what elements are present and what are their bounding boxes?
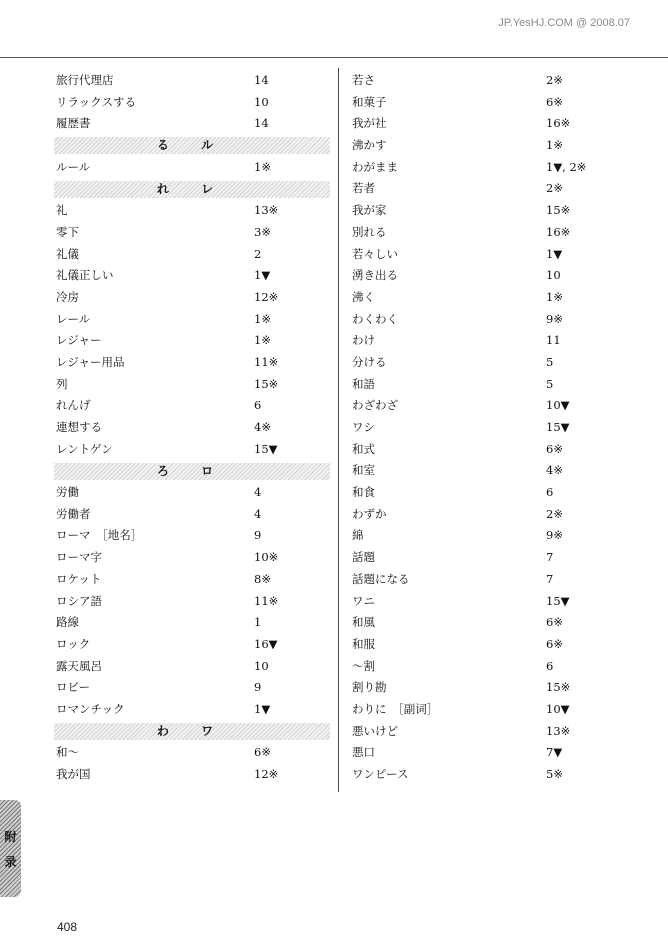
index-entry	[350, 612, 626, 634]
entry-term: 労働者	[56, 506, 91, 521]
index-entry	[350, 222, 626, 244]
entry-lesson-ref: 2※	[546, 506, 563, 521]
kana-section-header: れ レ	[54, 181, 330, 198]
entry-term: 履歴書	[56, 116, 91, 131]
entry-lesson-ref: 1※	[254, 333, 271, 348]
kana-section-header: る ル	[54, 137, 330, 154]
entry-term: わりに ［副词］	[352, 701, 439, 716]
entry-lesson-ref: 6	[546, 658, 554, 673]
index-entry	[350, 395, 626, 417]
entry-lesson-ref: 15▼	[546, 593, 570, 608]
index-entry	[350, 113, 626, 135]
entry-term: 露天風呂	[56, 658, 102, 673]
entry-term: ローマ ［地名］	[56, 528, 143, 543]
entry-term: 和式	[352, 441, 375, 456]
index-entry	[54, 634, 330, 656]
index-entry	[54, 352, 330, 374]
entry-term: 礼儀正しい	[56, 268, 114, 283]
entry-term: れんげ	[56, 398, 91, 413]
entry-term: 割り勘	[352, 680, 387, 695]
entry-lesson-ref: 16※	[546, 224, 571, 239]
index-entry	[54, 222, 330, 244]
entry-term: 〜割	[352, 658, 375, 673]
column-divider	[338, 68, 339, 792]
entry-lesson-ref: 15▼	[254, 441, 278, 456]
index-entry	[350, 547, 626, 569]
side-tab-char: 附	[4, 829, 17, 844]
index-entry	[54, 591, 330, 613]
entry-lesson-ref: 10▼	[546, 701, 570, 716]
entry-term: 和服	[352, 636, 375, 651]
entry-lesson-ref: 12※	[254, 767, 279, 781]
entry-term: 沸く	[352, 289, 375, 304]
entry-lesson-ref: 1※	[546, 289, 563, 304]
entry-term: 冷房	[56, 289, 79, 304]
entry-lesson-ref: 6※	[254, 745, 271, 760]
index-entry	[54, 70, 330, 92]
entry-lesson-ref: 10※	[254, 550, 279, 565]
index-entry	[350, 70, 626, 92]
entry-lesson-ref: 6※	[546, 636, 563, 651]
index-entry	[350, 374, 626, 396]
entry-lesson-ref: 9	[254, 528, 262, 543]
entry-term: ワンピース	[352, 767, 409, 781]
entry-term: 路線	[56, 615, 79, 630]
appendix-side-tab	[0, 800, 21, 897]
entry-term: 話題	[352, 550, 375, 565]
entry-lesson-ref: 13※	[254, 203, 279, 218]
index-entry	[350, 591, 626, 613]
page-number: 408	[57, 920, 78, 934]
entry-lesson-ref: 5	[546, 354, 554, 369]
entry-term: 和室	[352, 463, 375, 478]
index-entry	[54, 157, 330, 179]
index-entry	[350, 460, 626, 482]
kana-section-header: ろ ロ	[54, 463, 330, 480]
entry-lesson-ref: 6※	[546, 441, 563, 456]
index-entry	[350, 265, 626, 287]
index-entry	[350, 352, 626, 374]
entry-term: 悪口	[352, 745, 375, 760]
entry-lesson-ref: 4※	[546, 463, 563, 478]
index-entry	[54, 742, 330, 764]
watermark: JP.YesHJ.COM @ 2008.07	[498, 17, 630, 29]
entry-term: 沸かす	[352, 138, 387, 153]
index-entry	[350, 677, 626, 699]
index-entry	[350, 742, 626, 764]
index-entry	[54, 330, 330, 352]
entry-term: 和菓子	[352, 94, 387, 109]
entry-term: 和食	[352, 485, 375, 500]
entry-term: わくわく	[352, 311, 398, 326]
index-entry	[350, 439, 626, 461]
entry-lesson-ref: 1※	[254, 159, 271, 174]
entry-lesson-ref: 16※	[546, 116, 571, 131]
index-entry	[54, 699, 330, 721]
kana-section-header: わ ワ	[54, 723, 330, 740]
index-entry	[54, 113, 330, 135]
entry-lesson-ref: 7	[546, 571, 554, 586]
entry-term: 別れる	[352, 224, 387, 239]
entry-term: ロケット	[56, 571, 102, 586]
index-entry	[54, 764, 330, 786]
index-entry	[54, 439, 330, 461]
entry-term: 綿	[352, 528, 364, 543]
entry-term: ロマンチック	[56, 701, 125, 716]
entry-term: 和〜	[56, 745, 79, 760]
entry-term: わざわざ	[352, 398, 398, 413]
index-entry	[54, 656, 330, 678]
entry-term: 和風	[352, 615, 375, 630]
entry-lesson-ref: 16▼	[254, 636, 278, 651]
index-entry	[54, 482, 330, 504]
entry-lesson-ref: 5※	[546, 767, 563, 781]
entry-lesson-ref: 2※	[546, 73, 563, 87]
index-entry	[54, 92, 330, 114]
entry-term: ローマ字	[56, 550, 102, 565]
index-entry	[54, 677, 330, 699]
entry-term: 若さ	[352, 73, 375, 87]
index-entry	[350, 135, 626, 157]
entry-lesson-ref: 1※	[546, 138, 563, 153]
entry-term: ワシ	[352, 420, 375, 434]
entry-lesson-ref: 11	[546, 333, 561, 348]
entry-lesson-ref: 1▼	[254, 701, 271, 716]
entry-lesson-ref: 10	[546, 268, 561, 283]
entry-term: 若者	[352, 181, 375, 196]
index-entry	[54, 525, 330, 547]
entry-term: ロシア語	[56, 593, 102, 608]
index-entry	[350, 157, 626, 179]
entry-lesson-ref: 15※	[546, 203, 571, 218]
index-entry	[54, 612, 330, 634]
entry-lesson-ref: 9	[254, 680, 262, 695]
entry-lesson-ref: 11※	[254, 593, 279, 608]
entry-lesson-ref: 10	[254, 94, 269, 109]
entry-lesson-ref: 6※	[546, 615, 563, 630]
entry-lesson-ref: 4	[254, 485, 262, 500]
index-entry	[350, 417, 626, 439]
entry-lesson-ref: 4※	[254, 420, 271, 434]
entry-term: 旅行代理店	[56, 73, 114, 87]
entry-term: 我が社	[352, 116, 387, 131]
index-entry	[54, 374, 330, 396]
index-entry	[54, 569, 330, 591]
index-entry	[54, 547, 330, 569]
index-entry	[350, 244, 626, 266]
index-entry	[350, 569, 626, 591]
entry-lesson-ref: 3※	[254, 224, 271, 239]
entry-lesson-ref: 7▼	[546, 745, 563, 760]
index-column-left	[54, 70, 330, 786]
entry-term: 連想する	[56, 420, 102, 434]
index-entry	[350, 309, 626, 331]
entry-lesson-ref: 6※	[546, 94, 563, 109]
index-entry	[54, 200, 330, 222]
index-entry	[350, 482, 626, 504]
entry-term: 若々しい	[352, 246, 398, 261]
index-entry	[350, 200, 626, 222]
entry-lesson-ref: 15▼	[546, 420, 570, 434]
entry-lesson-ref: 1▼	[546, 246, 563, 261]
entry-term: レール	[56, 311, 91, 326]
index-entry	[54, 265, 330, 287]
entry-lesson-ref: 9※	[546, 528, 563, 543]
index-entry	[54, 309, 330, 331]
entry-lesson-ref: 4	[254, 506, 262, 521]
entry-term: わがまま	[352, 159, 398, 174]
index-entry	[350, 764, 626, 786]
index-entry	[350, 287, 626, 309]
index-entry	[350, 525, 626, 547]
entry-term: 列	[56, 376, 68, 391]
index-entry	[54, 244, 330, 266]
entry-term: わずか	[352, 506, 387, 521]
index-entry	[350, 178, 626, 200]
entry-lesson-ref: 6	[546, 485, 554, 500]
entry-lesson-ref: 1▼, 2※	[546, 159, 587, 174]
entry-lesson-ref: 10▼	[546, 398, 570, 413]
index-entry	[350, 92, 626, 114]
entry-lesson-ref: 11※	[254, 354, 279, 369]
entry-term: 礼儀	[56, 246, 79, 261]
entry-term: レジャー	[56, 333, 102, 348]
index-entry	[350, 634, 626, 656]
entry-term: 零下	[56, 224, 79, 239]
entry-term: 礼	[56, 203, 68, 218]
index-entry	[54, 417, 330, 439]
entry-lesson-ref: 2※	[546, 181, 563, 196]
entry-term: レントゲン	[56, 441, 113, 456]
index-entry	[54, 287, 330, 309]
entry-lesson-ref: 12※	[254, 289, 279, 304]
index-entry	[350, 330, 626, 352]
entry-term: 悪いけど	[352, 723, 398, 738]
entry-lesson-ref: 13※	[546, 723, 571, 738]
entry-lesson-ref: 9※	[546, 311, 563, 326]
entry-term: ルール	[56, 159, 91, 174]
entry-lesson-ref: 15※	[546, 680, 571, 695]
entry-term: 分ける	[352, 354, 387, 369]
entry-lesson-ref: 14	[254, 73, 269, 87]
index-entry	[54, 395, 330, 417]
side-tab-char: 录	[4, 854, 17, 869]
entry-lesson-ref: 1※	[254, 311, 271, 326]
entry-lesson-ref: 10	[254, 658, 269, 673]
entry-term: ロビー	[56, 680, 91, 695]
header-rule	[0, 57, 668, 58]
entry-term: ワニ	[352, 593, 375, 608]
entry-lesson-ref: 1▼	[254, 268, 271, 283]
index-entry	[350, 721, 626, 743]
entry-lesson-ref: 6	[254, 398, 262, 413]
entry-term: レジャー用品	[56, 354, 125, 369]
entry-term: ロック	[56, 636, 91, 651]
entry-term: 湧き出る	[352, 268, 398, 283]
entry-lesson-ref: 15※	[254, 376, 279, 391]
entry-term: 和語	[352, 376, 375, 391]
entry-term: 我が家	[352, 203, 387, 218]
entry-term: リラックスする	[56, 94, 137, 109]
entry-term: 我が国	[56, 767, 91, 781]
entry-term: わけ	[352, 333, 375, 348]
entry-lesson-ref: 7	[546, 550, 554, 565]
entry-lesson-ref: 1	[254, 615, 262, 630]
entry-lesson-ref: 2	[254, 246, 262, 261]
index-column-right	[350, 70, 626, 786]
index-entry	[350, 504, 626, 526]
index-entry	[350, 699, 626, 721]
entry-lesson-ref: 14	[254, 116, 269, 131]
entry-term: 話題になる	[352, 571, 410, 586]
entry-term: 労働	[56, 485, 79, 500]
index-entry	[54, 504, 330, 526]
entry-lesson-ref: 8※	[254, 571, 271, 586]
entry-lesson-ref: 5	[546, 376, 554, 391]
index-entry	[350, 656, 626, 678]
